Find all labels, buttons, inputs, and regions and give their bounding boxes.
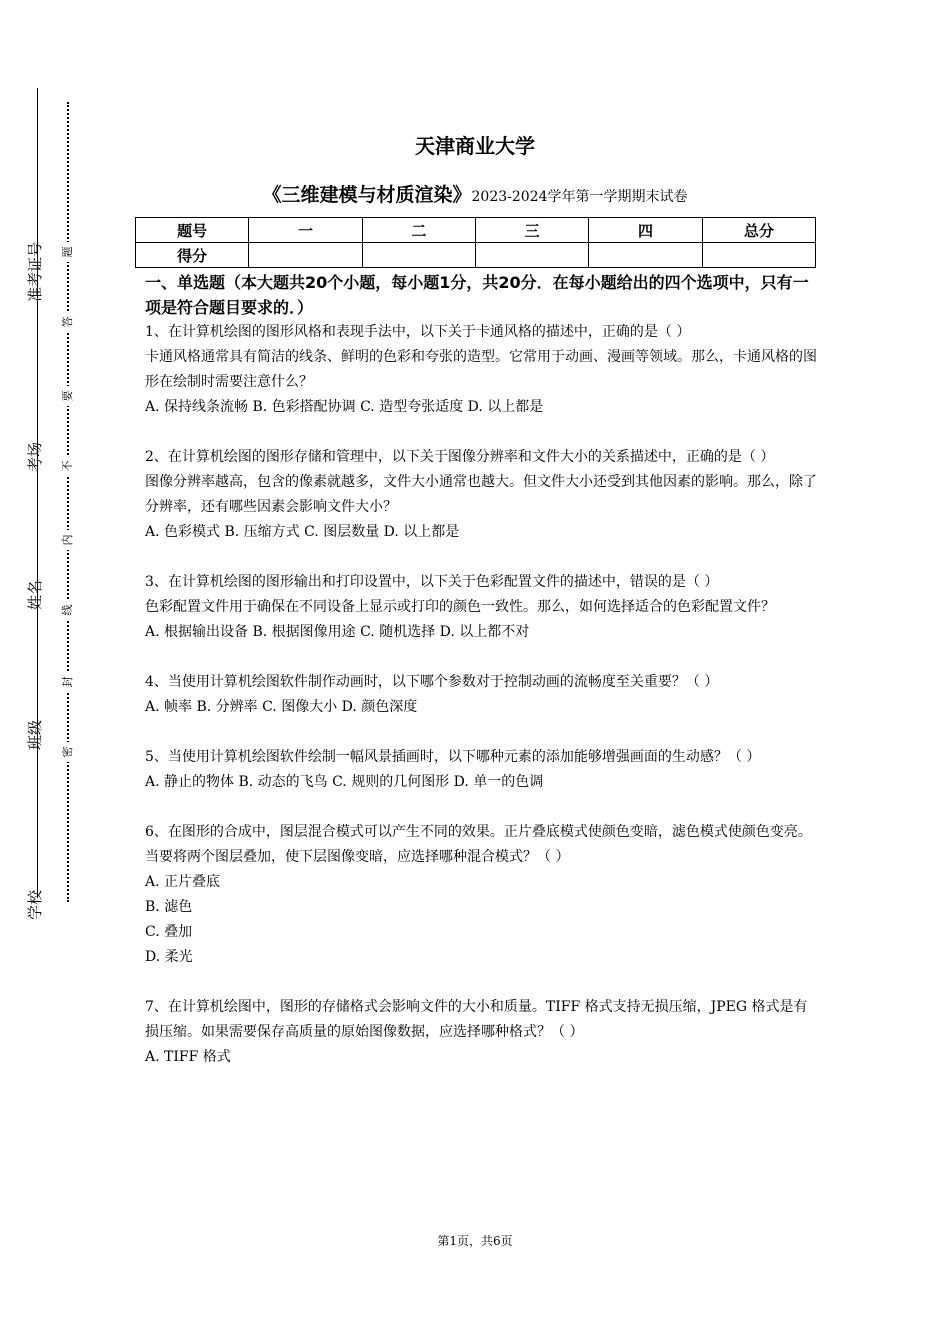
seal-dotted-line xyxy=(67,102,69,902)
exam-subtitle xyxy=(0,180,950,207)
question-5 xyxy=(145,745,817,795)
question-context: 卡通风格通常具有简洁的线条、鲜明的色彩和夸张的造型。它常用于动画、漫画等领域。那么，卡通风格的图形在绘制时需要注意什么？ xyxy=(145,349,817,390)
seal-char: 不 xyxy=(58,456,78,476)
binding-line xyxy=(37,88,38,898)
section-title: 一、单选题（本大题共20个小题，每小题1分，共20分．在每小题给出的四个选项中，只有一项是符合题目要求的．） xyxy=(145,273,809,317)
question-options: A. 根据输出设备 B. 根据图像用途 C. 随机选择 D. 以上都不对 xyxy=(145,624,530,640)
question-stem: 1、在计算机绘图的图形风格和表现手法中，以下关于卡通风格的描述中，正确的是（ ） xyxy=(145,324,691,340)
score-table xyxy=(135,217,816,268)
question-3 xyxy=(145,570,817,645)
question-option: C. 叠加 xyxy=(145,924,193,940)
seal-char: 内 xyxy=(58,530,78,550)
question-context: 色彩配置文件用于确保在不同设备上显示或打印的颜色一致性。那么，如何选择适合的色彩配置文件？ xyxy=(145,599,775,615)
score-row-label: 得分 xyxy=(136,243,249,268)
school-field-label: 学校 xyxy=(26,890,44,921)
exam-content xyxy=(145,270,817,1070)
question-stem: 3、在计算机绘图的图形输出和打印设置中，以下关于色彩配置文件的描述中，错误的是（ ） xyxy=(145,574,719,590)
question-2 xyxy=(145,445,817,545)
seal-char: 封 xyxy=(58,672,78,692)
seal-char: 线 xyxy=(58,600,78,620)
score-cell xyxy=(362,243,475,268)
score-header-cell: 题号 xyxy=(136,218,249,243)
question-option: A. 正片叠底 xyxy=(145,874,221,890)
score-cell xyxy=(249,243,362,268)
question-options: A. 色彩模式 B. 压缩方式 C. 图层数量 D. 以上都是 xyxy=(145,524,460,540)
question-7 xyxy=(145,995,817,1070)
question-1 xyxy=(145,320,817,420)
question-options: A. 帧率 B. 分辨率 C. 图像大小 D. 颜色深度 xyxy=(145,699,418,715)
question-stem: 5、当使用计算机绘图软件绘制一幅风景插画时，以下哪种元素的添加能够增强画面的生动感？（ ） xyxy=(145,749,761,765)
question-stem: 7、在计算机绘图中，图形的存储格式会影响文件的大小和质量。TIFF 格式支持无损压缩，JPEG 格式是有损压缩。如果需要保存高质量的原始图像数据，应选择哪种格式？（ ） xyxy=(145,999,808,1040)
seal-char: 答 xyxy=(58,312,78,332)
question-context: 图像分辨率越高，包含的像素就越多，文件大小通常也越大。但文件大小还受到其他因素的影响。那么，除了分辨率，还有哪些因素会影响文件大小？ xyxy=(145,474,817,515)
question-options: A. 保持线条流畅 B. 色彩搭配协调 C. 造型夸张适度 D. 以上都是 xyxy=(145,399,544,415)
seal-char: 密 xyxy=(58,742,78,762)
score-cell xyxy=(589,243,702,268)
score-table-score-row xyxy=(136,243,816,268)
score-header-cell: 四 xyxy=(589,218,702,243)
question-stem: 6、在图形的合成中，图层混合模式可以产生不同的效果。正片叠底模式使颜色变暗，滤色模式使颜色变亮。当要将两个图层叠加，使下层图像变暗，应选择哪种混合模式？（ ） xyxy=(145,824,812,865)
score-header-cell: 三 xyxy=(475,218,588,243)
term-label: 2023-2024学年第一学期期末试卷 xyxy=(471,189,688,205)
course-title: 《三维建模与材质渲染》 xyxy=(262,184,472,206)
score-table-header-row xyxy=(136,218,816,243)
page-number: 第1页，共6页 xyxy=(437,1234,513,1248)
seal-char: 题 xyxy=(58,242,78,262)
score-cell xyxy=(702,243,815,268)
question-4 xyxy=(145,670,817,720)
exam-room-field-label: 考场 xyxy=(26,442,44,473)
score-header-cell: 总分 xyxy=(702,218,815,243)
score-cell xyxy=(475,243,588,268)
admission-number-field-label: 准考证号 xyxy=(26,241,44,302)
university-title: 天津商业大学 xyxy=(415,134,535,158)
question-options: A. 静止的物体 B. 动态的飞鸟 C. 规则的几何图形 D. 单一的色调 xyxy=(145,774,544,790)
question-stem: 2、在计算机绘图的图形存储和管理中，以下关于图像分辨率和文件大小的关系描述中，正确的是（ ） xyxy=(145,449,775,465)
question-6 xyxy=(145,820,817,970)
score-header-cell: 二 xyxy=(362,218,475,243)
score-header-cell: 一 xyxy=(249,218,362,243)
question-option: B. 滤色 xyxy=(145,899,193,915)
question-option: A. TIFF 格式 xyxy=(145,1049,231,1065)
seal-char: 要 xyxy=(58,386,78,406)
question-option: D. 柔光 xyxy=(145,949,193,965)
name-field-label: 姓名 xyxy=(26,580,44,611)
question-stem: 4、当使用计算机绘图软件制作动画时，以下哪个参数对于控制动画的流畅度至关重要？（ ） xyxy=(145,674,719,690)
class-field-label: 班级 xyxy=(26,720,44,751)
